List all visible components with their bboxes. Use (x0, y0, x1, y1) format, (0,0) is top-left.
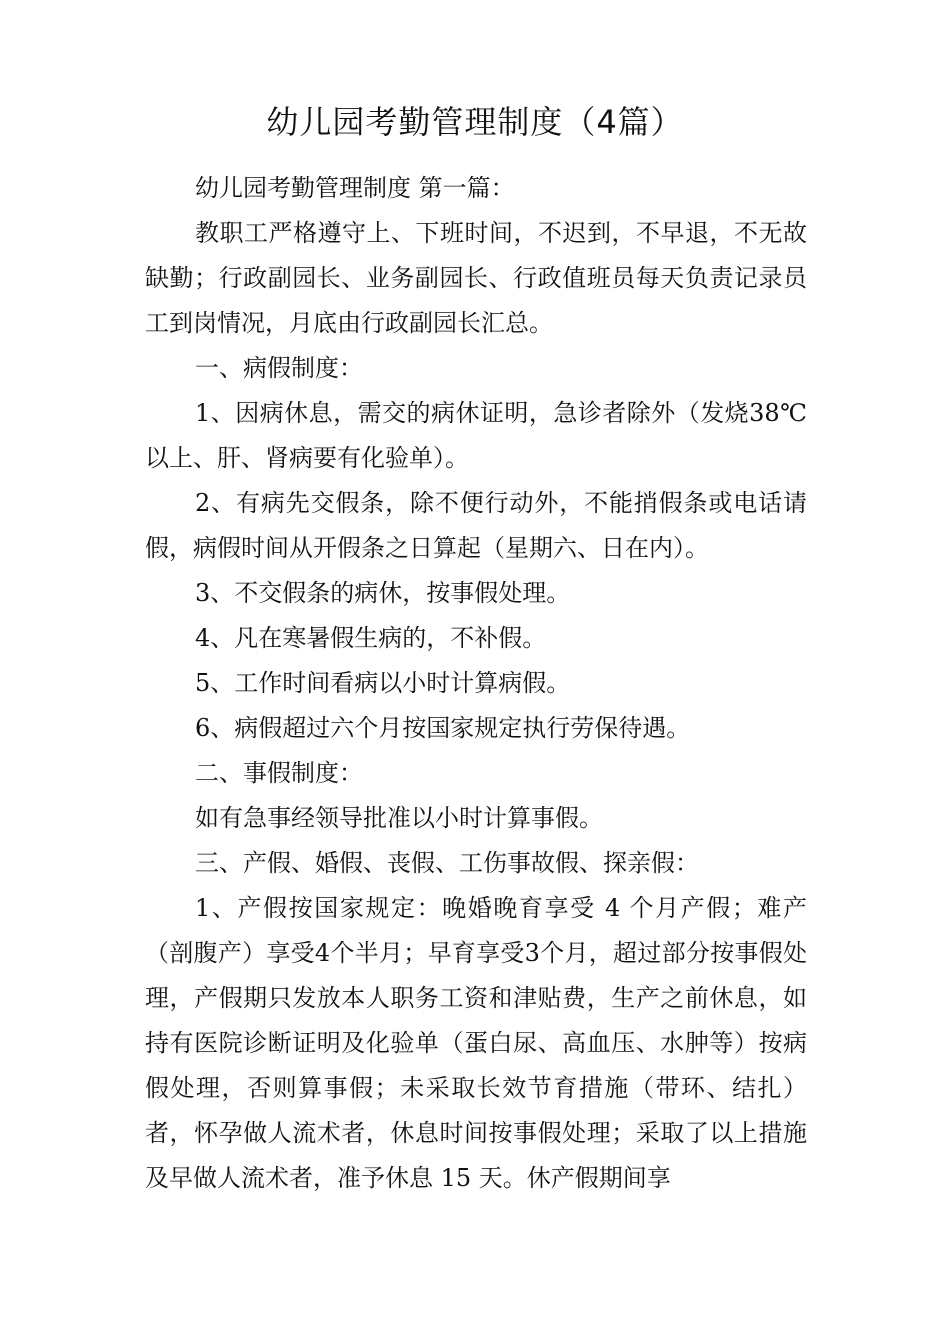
document-title: 幼儿园考勤管理制度（4篇） (266, 103, 684, 141)
sick-leave-item-5: 5、工作时间看病以小时计算病假。 (195, 669, 571, 697)
attendance-rule-paragraph: 教职工严格遵守上、下班时间，不迟到，不早退，不无故缺勤；行政副园长、业务副园长、行政值班员每天负责记录员工到岗情况，月底由行政副园长汇总。 (145, 219, 807, 337)
section-heading-part-one: 幼儿园考勤管理制度 第一篇： (195, 174, 515, 202)
sick-leave-item-6: 6、病假超过六个月按国家规定执行劳保待遇。 (195, 714, 691, 742)
sick-leave-item-3: 3、不交假条的病休，按事假处理。 (195, 579, 571, 607)
sick-leave-item-1: 1、因病休息，需交的病休证明，急诊者除外（发烧38℃以上、肝、肾病要有化验单）。 (145, 399, 807, 472)
section-heading-personal-leave: 二、事假制度： (195, 759, 363, 787)
sick-leave-item-2: 2、有病先交假条，除不便行动外，不能捎假条或电话请假，病假时间从开假条之日算起（星期六、日在内）。 (145, 489, 807, 562)
section-heading-sick-leave: 一、病假制度： (195, 354, 363, 382)
sick-leave-item-4: 4、凡在寒暑假生病的，不补假。 (195, 624, 547, 652)
personal-leave-rule: 如有急事经领导批准以小时计算事假。 (195, 804, 603, 832)
section-heading-other-leave: 三、产假、婚假、丧假、工伤事故假、探亲假： (195, 849, 699, 877)
document-body (145, 166, 807, 1201)
maternity-leave-item-1: 1、产假按国家规定：晚婚晚育享受 4 个月产假；难产（剖腹产）享受4个半月；早育享受3个月，超过部分按事假处理，产假期只发放本人职务工资和津贴费，生产之前休息，如持有医院诊断证明及化验单（蛋白尿、高血压、水肿等）按病假处理，否则算事假；未采取长效节育措施（带环、结扎）者，怀孕做人流术者，休息时间按事假处理；采取了以上措施及早做人流术者，准予休息 15 天。休产假期间享 (145, 894, 807, 1192)
